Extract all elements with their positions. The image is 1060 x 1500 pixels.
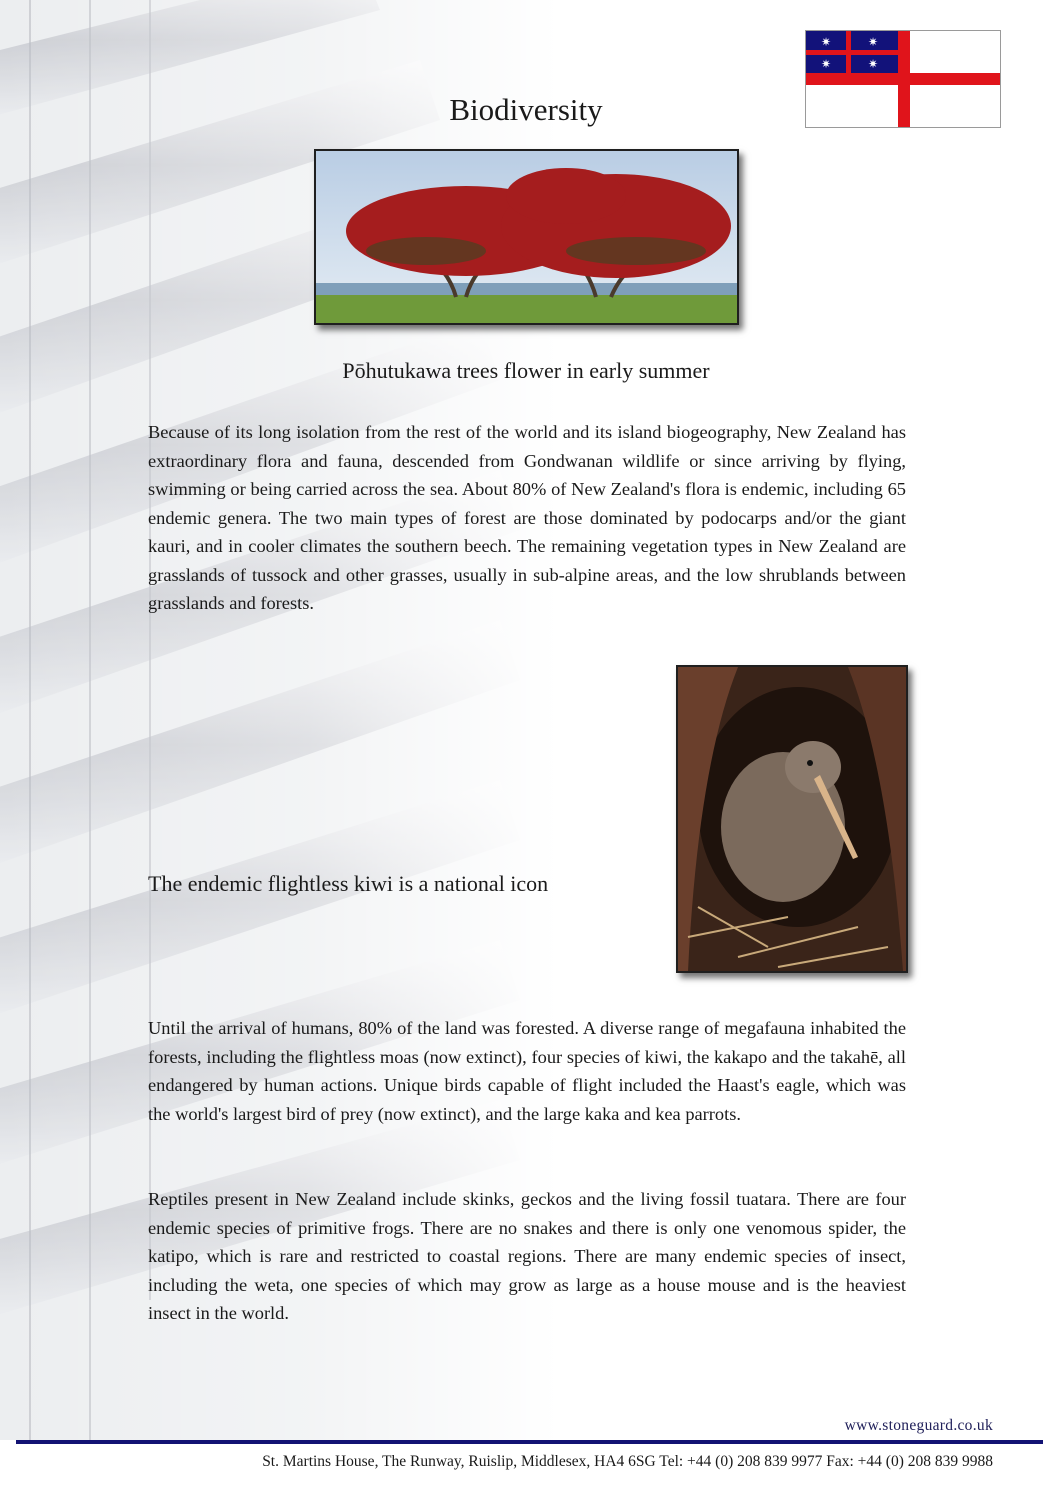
pohutukawa-photo <box>314 149 739 325</box>
paragraph-flora: Because of its long isolation from the rest of the world and its island biogeography, New Zealand has extraordinary flora and fauna, descended from Gondwanan wildlife or since arriving by flying, swimming or being carried across the sea. About 80% of New Zealand's flora is endemic, including 65 endemic genera. The two main types of forest are those dominated by podocarps and/or the giant kauri, and in cooler climates the southern beech. The remaining vegetation types in New Zealand are grasslands of tussock and other grasses, usually in sub-alpine areas, and the low shrublands between grasslands and forests. <box>148 422 906 613</box>
paragraph-fauna-birds: Until the arrival of humans, 80% of the land was forested. A diverse range of megafauna inhabited the forests, including the flightless moas (now extinct), four species of kiwi, the kakapo and the takahē, all endangered by human actions. Unique birds capable of flight included the Haast's eagle, which was the world's largest bird of prey (now extinct), and the large kaka and kea parrots. <box>148 1018 906 1124</box>
svg-text:✷: ✷ <box>867 57 879 71</box>
paragraph-reptiles-insects: Reptiles present in New Zealand include skinks, geckos and the living fossil tuatara. There are four endemic species of primitive frogs. There are no snakes and there is only one venomous spider, the katipo, which is rare and restricted to coastal regions. There are many endemic species of insect, including the weta, one species of which may grow as large as a house mouse and is the heaviest insect in the world. <box>148 1189 906 1323</box>
website-link[interactable]: www.stoneguard.co.uk <box>844 1417 993 1434</box>
footer-address: St. Martins House, The Runway, Ruislip, Middlesex, HA4 6SG Tel: +44 (0) 208 839 9977 Fax: +44 (0) 208 839 9988 <box>262 1453 993 1470</box>
page-title: Biodiversity <box>449 92 603 127</box>
figure-caption-pohutukawa: Pōhutukawa trees flower in early summer <box>342 358 710 383</box>
svg-text:✷: ✷ <box>820 35 832 49</box>
svg-text:✷: ✷ <box>820 57 832 71</box>
figure-caption-kiwi: The endemic flightless kiwi is a national icon <box>148 871 549 896</box>
svg-text:✷: ✷ <box>867 35 879 49</box>
kiwi-photo <box>676 665 908 973</box>
footer-divider <box>16 1440 1043 1444</box>
